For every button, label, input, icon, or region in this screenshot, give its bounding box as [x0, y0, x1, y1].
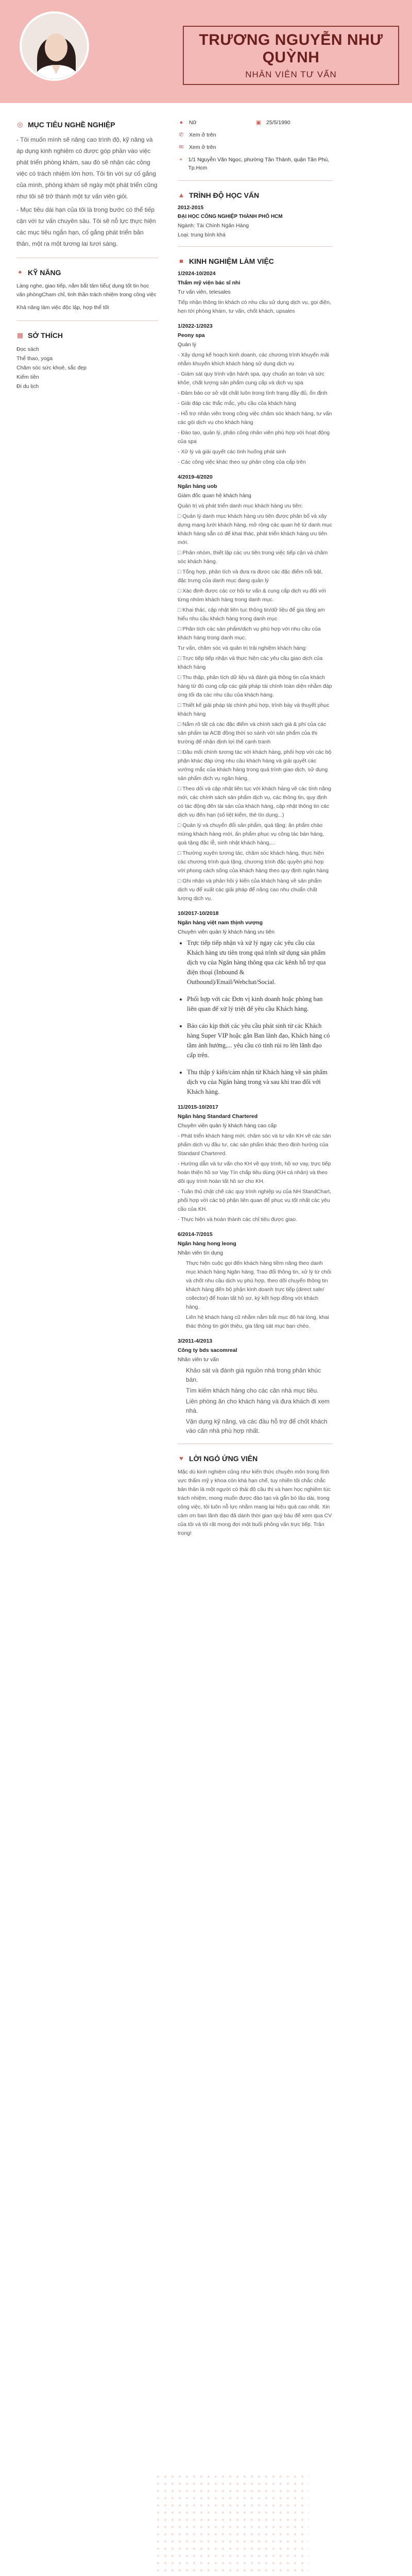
- job-description: Khảo sát và đánh giá nguồn nhà trong phân khúc bán. Tìm kiếm khách hàng cho các căn nhà mục tiêu. Liên phòng ăn cho khách hàng và đưa khách đi xem nhà. Vận dụng kỹ năng, và các đầu hỗ trợ để chốt khách vào căn nhà phù hợp nhất.: [186, 1367, 330, 1434]
- summary-text: Mặc dù kinh nghiệm cũng như kiến thức chuyên môn trong lĩnh vực thẩm mỹ y khoa còn khá hạn chế, tuy nhiên tôi chắc chắc bản thân là một người có thái độ cầu thị và ham học nghiêm túc trách nhiệm, mong muốn được đào tạo và gắn bó lâu dài, trong công việc, tôi luôn nỗ lực nhằm mang lại hiệu quả cao nhất. Xin cảm ơn ban lãnh đạo đã dành thời gian quý báu để xem qua CV của tôi và tôi rất mong đợi một buổi phỏng vấn trực tiếp. Trân trọng!: [178, 1469, 332, 1536]
- dob-row: ▣ 25/5/1990: [255, 120, 290, 126]
- job-description: - Xây dựng kế hoạch kinh doanh, các chương trình khuyến mãi nhằm khuyến khích khách hàng sử dụng dịch vụ - Giám sát quy trình vận hành spa, quy chuẩn an toàn và sức khỏe, chất lượng sản phẩm cung cấp và dịch vụ spa - Đảm bảo cơ sở vật chất luôn trong tình trạng đầy đủ, ổn định - Giải đáp các thắc mắc, yêu cầu của khách hàng - Hỗ trợ nhân viên trong công việc chăm sóc khách hàng, tư vấn các gói dịch vụ cho khách hàng - Đào tạo, quản lý, phân công nhân viên phù hợp với hoạt động của spa - Xử lý và giải quyết các tình huống phát sinh - Các công việc khác theo sự phân công của cấp trên: [178, 352, 332, 465]
- hobby-item: Đi du lịch: [16, 383, 39, 389]
- phone-row: ✆ Xem ở trên: [178, 131, 332, 139]
- list-item: • Trực tiếp tiếp nhận và xử lý ngay các yêu cầu của Khách hàng ưu tiên trong quá trình sử dụng sản phẩm dịch vụ của Ngân hàng thông qua các kênh hỗ trợ qua điện thoại (Inbound & Outbound)/Email/Webchat/Social.: [187, 938, 332, 987]
- name-box: [183, 26, 399, 85]
- grid-icon: ▦: [16, 331, 24, 339]
- decorative-dots: [154, 2473, 309, 2576]
- list-item: • Thu thập ý kiến/cảm nhận từ Khách hàng về sản phẩm dịch vụ của Ngân hàng trong và sau khi trao đổi với Khách hàng.: [187, 1067, 332, 1097]
- job-description: Quản trị và phát triển danh mục khách hàng ưu tiên: □ Quản lý danh mục khách hàng ưu tiên được phân bổ và xây dựng mạng lưới khách hàng, mở rộng các quan hệ từ danh mục khách hàng sẵn có để khai thác, phát triển khách hàng ưu tiên mới. □ Phân nhóm, thiết lập các ưu tiên trong việc tiếp cận và chăm sóc khách hàng. □ Tổng hợp, phân tích và đưa ra được các đặc điểm nổi bật, đặc trưng của danh mục đang quản lý □ Xác định được các cơ hội tư vấn & cung cấp dịch vụ đối với từng nhóm khách hàng trong danh mục. □ Khai thác, cập nhật liên tục thông tin/dữ liệu để gia tăng am hiểu nhu cầu khách hàng trong danh mục □ Phân tích các sản phẩm/dịch vụ phù hợp với nhu cầu của khách hàng trong danh mục. Tư vấn, chăm sóc và quản trị trải nghiệm khách hàng: □ Trực tiếp tiếp nhận và thực hiện các yêu cầu giao dịch của khách hàng □ Thu thập, phân tích dữ liệu và đánh giá thông tin của khách hàng từ đó cung cấp các giải pháp tài chính toàn diện nhằm đáp ứng tối đa các nhu cầu của khách hàng. □ Thiết kế giải pháp tài chính phù hợp, trình bày và thuyết phục khách hàng □ Nắm rõ tất cả các đặc điểm và chính sách giá & phí của các sản phẩm tại ACB đồng thời so sánh với sản phẩm của thị trường để nhận định lợi thế cạnh tranh □ Đầu mối chính tương tác với khách hàng, phối hợp với các bộ phận khác đáp ứng nhu cầu khách hàng và giải quyết các vướng mắc của khách hàng trong quá trình giao dịch, sử dụng sản phẩm dịch vụ ngân hàng. □ Theo dõi và cập nhật liên tục với khách hàng về các tính năng mới, các chính sách sản phẩm dịch vụ, các thông tin, quy định có tác động đến tài sản của khách hàng, cập nhật thông tin các dịch vụ đến hạn (số liệt kiểm, thẻ tín dụng...) □ Quản lý và chuyển đổi sản phẩm, quá tặng: ân phẩm chào mừng khách hàng mới, ấn phẩm phục vụ công tác bán hàng, quà tặng đặc lễ, sinh nhật khách hàng,... □ Thường xuyên tương tác, chăm sóc khách hàng, thực hiện các chương trình quà tặng, chương trình đặc quyền phù hợp với phong cách sống của khách hàng theo quy định ngân hàng □ Ghi nhận và phản hồi ý kiến của khách hàng về sản phẩm dịch vụ để xuất các giải pháp để nâng cao nhu chuẩn chất lượng dịch vụ.: [178, 503, 332, 902]
- job-company: Peony spa: [178, 332, 205, 338]
- job-description: - Phát triển khách hàng mới, chăm sóc và tư vấn KH về các sản phẩm dịch vụ đầu tư, các sản phẩm khác theo định hướng của Standard Chartered. - Hướng dẫn và tư vấn cho KH về quy trình, hồ sơ vay, trực tiếp hoàn thiện hồ sơ Vay Tín chấp tiêu dùng (KH cá nhân) và theo dõi quy trình hoàn tất hồ sơ cho KH. - Tuân thủ chặt chẽ các quy trình nghiệp vụ của NH StandChart, phối hợp với các bộ phận liên quan để phục vụ tốt nhất các yêu cầu của KH. - Thực hiện và hoàn thành các chỉ tiêu được giao.: [178, 1133, 332, 1223]
- list-item: • Báo cáo kịp thời các yêu cầu phát sinh từ các Khách hàng Super VIP hoặc gắn Ban lãnh đạo, Khách hàng có tầm ảnh hưởng,... yêu cầu có tính rủi ro lên lãnh đạo cấp trên.: [187, 1021, 332, 1060]
- job-entry: [178, 474, 332, 903]
- education-major: Ngành: Tài Chính Ngân Hàng: [178, 223, 249, 229]
- skill-item: Khả năng làm việc độc lập, hợp thể tốt: [16, 304, 109, 311]
- hobby-item: Thể thao, yoga: [16, 355, 53, 362]
- job-title: Tư vấn viên, telesales: [178, 289, 231, 295]
- graduation-cap-icon: ▲: [178, 191, 185, 199]
- experience-heading: ■ KINH NGHIỆM LÀM VIỆC: [178, 255, 332, 265]
- briefcase-icon: ■: [179, 257, 183, 265]
- education-heading: ▲ TRÌNH ĐỘ HỌC VẤN: [178, 191, 260, 199]
- job-period: 10/2017-10/2018: [178, 910, 219, 917]
- skills-heading: ✦ KỸ NĂNG: [17, 268, 61, 277]
- right-column: [178, 118, 332, 1538]
- person-icon: ●: [179, 120, 183, 126]
- job-description: Thực hiện cuộc gọi đến khách hàng tiềm năng theo danh mục khách hàng Ngân hàng. Trao đổi thông tin, xử lý từ chối và chốt nhu cầu dịch vụ phù hợp, theo dõi chuyển thông tin khách hàng đến bộ phận kinh doanh trực tiếp (direct sale/ collector) để hoàn tất hồ sơ, ký kết hợp đồng với khách hàng. Liên hệ khách hàng cũ nhằm nắm bắt mục đô hài lòng, khai thác thông tin giới thiệu, gia tăng sát mục bạn chéo.: [186, 1260, 331, 1329]
- job-company: Công ty bds sacomreal: [178, 1347, 237, 1353]
- job-entry: [178, 1338, 332, 1435]
- candidate-role: NHÂN VIÊN TƯ VẤN: [245, 69, 337, 79]
- job-period: 3/2011-4/2013: [178, 1338, 213, 1344]
- job-company: Thẩm mỹ viện bác sĩ nhi: [178, 280, 241, 286]
- location-icon: ⌖: [179, 157, 183, 163]
- calendar-icon: ▣: [255, 120, 262, 126]
- list-item: • Phối hợp với các Đơn vị kinh doanh hoặc phòng ban liên quan để xử lý triệt để yêu cầu Khách hàng.: [187, 994, 332, 1014]
- star-icon: ✦: [17, 268, 23, 276]
- job-period: 6/2014-7/2015: [178, 1231, 213, 1238]
- heart-icon: ♥: [179, 1454, 183, 1462]
- education-grade: Loại: trung bình khá: [178, 232, 226, 238]
- objective-paragraph-1: - Tôi muốn mình sẽ năng cao trình độ, kỹ năng và áp dụng kinh nghiệm có được góp phần vào việc phát triển phòng khám, sau đó sẽ nhận các công việc có trách nhiệm lớn hơn. Tôi tin với sự cố gắng của mình, phòng khám sẽ ngày một phát triển cũng như tôi sẽ trở thành một tư vấn viên giỏi.: [16, 136, 158, 200]
- job-company: Ngân hàng Standard Chartered: [178, 1113, 258, 1120]
- header-banner: [0, 0, 412, 103]
- avatar: [20, 11, 89, 81]
- job-company: Ngân hàng uob: [178, 483, 217, 489]
- objective-paragraph-2: - Mục tiêu dài hạn của tôi là trong bước có thể tiếp cận với tư vấn chuyên sâu. Tôi sẽ nỗ lực thực hiện các mục tiêu ngắn hạn, cố gắng phát triển bản thân, một ra một tương lai tươi sáng.: [16, 206, 156, 247]
- objective-heading: ◎ MỤC TIÊU NGHỀ NGHIỆP: [17, 121, 115, 129]
- job-period: 4/2019-4/2020: [178, 474, 213, 480]
- job-entry: [178, 1231, 332, 1331]
- skill-item: Làng nghe, giao tiếp, nắm bắt tâm tiểu( dụng tốt tin học văn phòngCham chỉ, tinh thần trách nhiệm trong công việc: [16, 283, 157, 298]
- education-school: ĐẠI HỌC CÔNG NGHIỆP THÀNH PHỐ HCM: [178, 214, 283, 219]
- job-title: Chuyên viên quản lý khách hàng cao cấp: [178, 1123, 277, 1129]
- address-row: ⌖ 1/1 Nguyễn Văn Ngọc, phường Tân Thành, quận Tân Phú, Tp.Hcm: [178, 156, 332, 172]
- job-period: 11/2015-10/2017: [178, 1104, 218, 1110]
- job-title: Chuyên viên quản lý khách hàng ưu tiên: [178, 929, 274, 935]
- hobbies-heading: ▦ SỞ THÍCH: [16, 331, 63, 340]
- job-period: 1/2022-1/2023: [178, 323, 213, 329]
- candidate-name: TRƯƠNG NGUYỄN NHƯ QUỲNH: [199, 31, 383, 66]
- job-entry: [178, 910, 332, 1097]
- job-entry: [178, 270, 332, 316]
- gender-row: ● Nữ: [178, 118, 255, 127]
- job-entry: [178, 323, 332, 467]
- hobby-item: Chăm sóc sức khoẻ, sắc đẹp: [16, 365, 87, 371]
- job-title: Giám đốc quan hệ khách hàng: [178, 493, 252, 499]
- job-entry: [178, 1104, 332, 1224]
- hobby-item: Kiếm tiền: [16, 374, 39, 380]
- target-icon: ◎: [17, 121, 23, 128]
- email-icon: ✉: [179, 144, 184, 150]
- job-company: Ngân hàng việt nam thịnh vượng: [178, 920, 263, 926]
- contact-info: [178, 118, 332, 131]
- job-description: [178, 938, 332, 1097]
- email-row: ✉ Xem ở trên: [178, 143, 332, 151]
- job-title: Nhân viên tư vấn: [178, 1357, 219, 1363]
- summary-heading: ♥ LỜI NGỎ ỨNG VIÊN: [178, 1452, 332, 1463]
- divider: [178, 246, 332, 247]
- job-title: Nhân viên tín dụng: [178, 1250, 224, 1256]
- phone-icon: ✆: [179, 132, 184, 138]
- divider: [178, 180, 332, 181]
- job-company: Ngân hàng hong leong: [178, 1241, 236, 1247]
- left-column: [16, 118, 158, 391]
- job-title: Quản lý: [178, 342, 197, 348]
- job-description: Tiếp nhận thông tin khách có nhu cầu sử dụng dịch vụ, gọi điện, hẹn tới phòng khám, tư vấn, chốt khách, upsales: [178, 299, 331, 314]
- education-period: 2012-2015: [178, 205, 204, 211]
- hobby-item: Đọc sách: [16, 346, 39, 352]
- job-period: 1/2024-10/2024: [178, 270, 216, 277]
- divider: [16, 320, 158, 321]
